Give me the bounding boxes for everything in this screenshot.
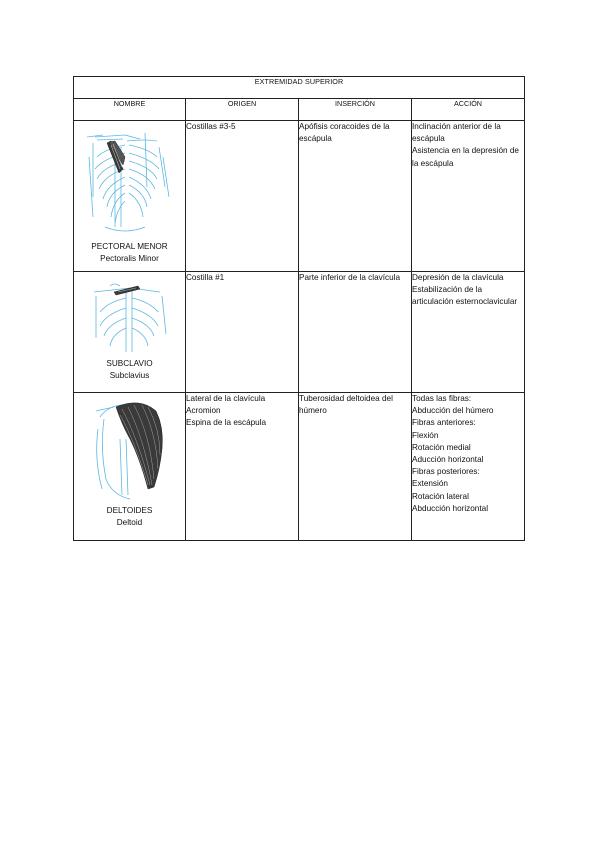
accion-text: Aducción horizontal bbox=[412, 455, 484, 465]
origen-cell bbox=[186, 272, 299, 393]
origen-text: Espina de la escápula bbox=[186, 418, 267, 428]
accion-text: Abducción del húmero bbox=[412, 406, 494, 416]
accion-text: Depresión de la clavícula bbox=[412, 273, 504, 282]
origen-cell bbox=[186, 393, 299, 541]
table-row bbox=[74, 393, 525, 541]
accion-text: Extensión bbox=[412, 479, 448, 489]
origen-text: Acromion bbox=[186, 406, 221, 416]
header-origen: ORIGEN bbox=[186, 99, 299, 121]
table-title: EXTREMIDAD SUPERIOR bbox=[74, 77, 525, 99]
accion-cell bbox=[412, 121, 525, 272]
header-nombre: NOMBRE bbox=[74, 99, 186, 121]
origen-text: Costilla #1 bbox=[186, 273, 225, 282]
muscle-latin-name: Deltoid bbox=[116, 518, 143, 527]
insercion-text: Parte inferior de la clavícula bbox=[299, 273, 401, 282]
muscle-latin-name: Subclavius bbox=[109, 371, 150, 380]
accion-text: Abducción horizontal bbox=[412, 503, 489, 513]
accion-text: Todas las fibras: bbox=[412, 394, 472, 403]
insercion-cell bbox=[299, 272, 412, 393]
name-cell bbox=[74, 121, 186, 272]
table-row bbox=[74, 121, 525, 272]
name-cell bbox=[74, 272, 186, 393]
origen-text: Lateral de la clavícula bbox=[186, 394, 266, 403]
insercion-text: Tuberosidad deltoidea del húmero bbox=[299, 394, 393, 416]
accion-text: Estabilización de la articulación esternoclavicular bbox=[412, 285, 518, 307]
pectoralis-minor-illustration-icon bbox=[85, 127, 175, 239]
deltoid-illustration-icon bbox=[90, 399, 170, 503]
name-cell bbox=[74, 393, 186, 541]
muscle-name: SUBCLAVIO bbox=[106, 359, 153, 368]
accion-text: Rotación lateral bbox=[412, 491, 469, 501]
accion-text: Fibras anteriores: bbox=[412, 418, 476, 428]
origen-text: Costillas #3-5 bbox=[186, 122, 236, 131]
insercion-text: Apófisis coracoides de la escápula bbox=[299, 122, 390, 144]
accion-cell bbox=[412, 272, 525, 393]
header-insercion: INSERCIÓN bbox=[299, 99, 412, 121]
table-row bbox=[74, 272, 525, 393]
header-accion: ACCIÓN bbox=[412, 99, 525, 121]
accion-text: Inclinación anterior de la escápula bbox=[412, 122, 501, 144]
insercion-cell bbox=[299, 393, 412, 541]
accion-text: Fibras posteriores: bbox=[412, 467, 480, 477]
accion-text: Rotación medial bbox=[412, 442, 471, 452]
muscle-table bbox=[73, 76, 525, 541]
muscle-name: DELTOIDES bbox=[106, 506, 153, 515]
subclavius-illustration-icon bbox=[90, 278, 170, 356]
accion-text: Asistencia en la depresión de la escápula bbox=[412, 146, 519, 168]
origen-cell bbox=[186, 121, 299, 272]
accion-text: Flexión bbox=[412, 430, 439, 440]
muscle-name: PECTORAL MENOR bbox=[91, 242, 168, 251]
accion-cell bbox=[412, 393, 525, 541]
insercion-cell bbox=[299, 121, 412, 272]
muscle-latin-name: Pectoralis Minor bbox=[100, 254, 159, 263]
